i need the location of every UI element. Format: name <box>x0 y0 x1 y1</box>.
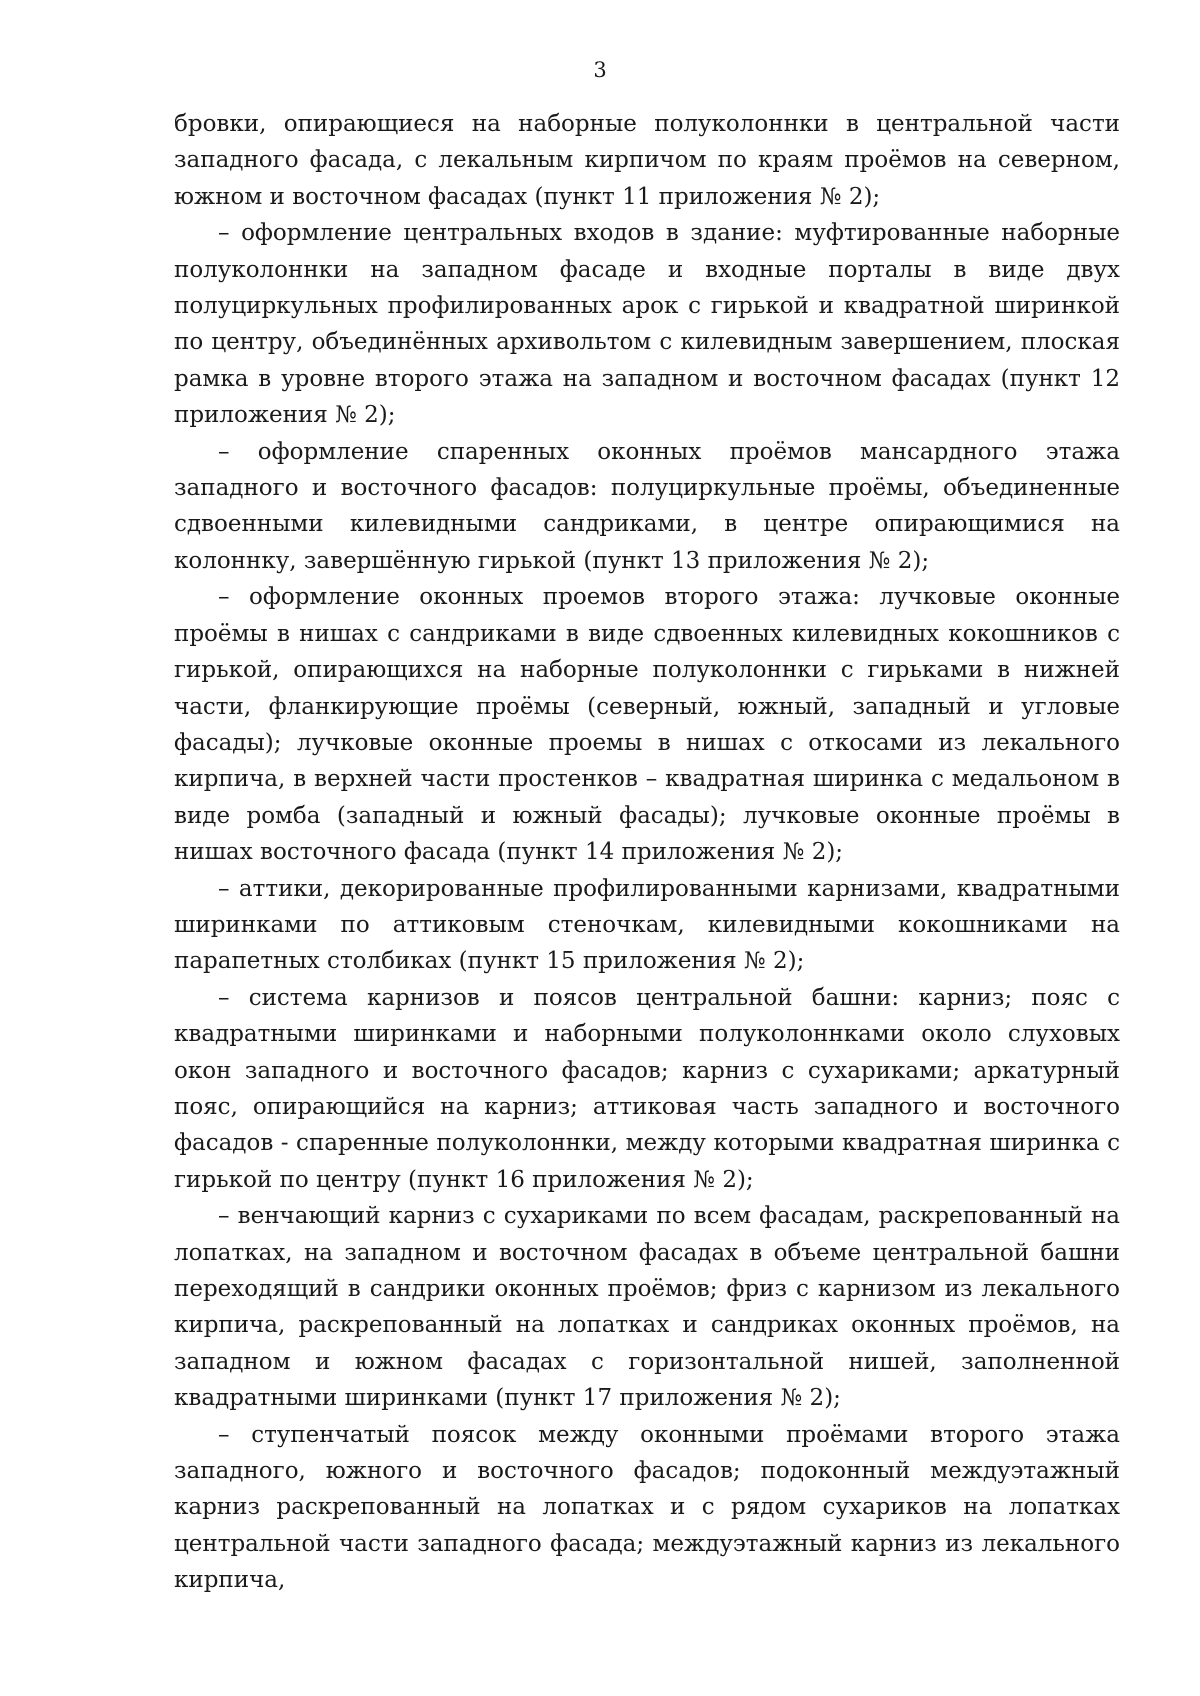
list-item-central-entrances: – оформление центральных входов в здание: муфтированные наборные полуколоннки на западном фасаде и входные порталы в виде двух полуциркульных профилированных арок с гирькой и квадратной ширинкой по центру, объединённых архивольтом с килевидным завершением, плоская рамка в уровне второго этажа на западном и восточном фасадах (пункт 12 приложения № 2); <box>174 220 1120 429</box>
list-item-attics: – аттики, декорированные профилированными карнизами, квадратными ширинками по аттиковым стеночкам, килевидными кокошниками на парапетных столбиках (пункт 15 приложения № 2); <box>174 875 1120 975</box>
list-item-crowning-cornice: – венчающий карниз с сухариками по всем фасадам, раскрепованный на лопатках, на западном и восточном фасадах в объеме центральной башни переходящий в сандрики оконных проёмов; фриз с карнизом из лекального кирпича, раскрепованный на лопатках и сандриках оконных проёмов, на западном и южном фасадах с горизонтальной нишей, заполненной квадратными ширинками (пункт 17 приложения № 2); <box>174 1203 1120 1412</box>
list-item-stepped-belt: – ступенчатый поясок между оконными проёмами второго этажа западного, южного и восточного фасадов; подоконный междуэтажный карниз раскрепованный на лопатках и с рядом сухариков на лопатках центральной части западного фасада; междуэтажный карниз из лекального кирпича, <box>174 1421 1120 1594</box>
paragraph-continuation: бровки, опирающиеся на наборные полуколоннки в центральной части западного фасада, с лекальным кирпичом по краям проёмов на северном, южном и восточном фасадах (пункт 11 приложения № 2); <box>174 111 1120 210</box>
list-item-second-floor-windows: – оформление оконных проемов второго этажа: лучковые оконные проёмы в нишах с сандриками в виде сдвоенных килевидных кокошников с гирькой, опирающихся на наборные полуколоннки с гирьками в нижней части, фланкирующие проёмы (северный, южный, западный и угловые фасады); лучковые оконные проемы в нишах с откосами из лекального кирпича, в верхней части простенков – квадратная ширинка с медальоном в виде ромба (западный и южный фасады); лучковые оконные проёмы в нишах восточного фасада (пункт 14 приложения № 2); <box>174 584 1120 866</box>
document-body <box>174 106 1120 1599</box>
list-item-tower-cornices: – система карнизов и поясов центральной башни: карниз; пояс с квадратными ширинками и наборными полуколоннками около слуховых окон западного и восточного фасадов; карниз с сухариками; аркатурный пояс, опирающийся на карниз; аттиковая часть западного и восточного фасадов - спаренные полуколоннки, между которыми квадратная ширинка с гирькой по центру (пункт 16 приложения № 2); <box>174 984 1120 1193</box>
list-item-mansard-windows: – оформление спаренных оконных проёмов мансардного этажа западного и восточного фасадов: полуциркульные проёмы, объединенные сдвоенными килевидными сандриками, в центре опирающимися на колоннку, завершённую гирькой (пункт 13 приложения № 2); <box>174 438 1120 574</box>
page-number: 3 <box>593 58 607 82</box>
